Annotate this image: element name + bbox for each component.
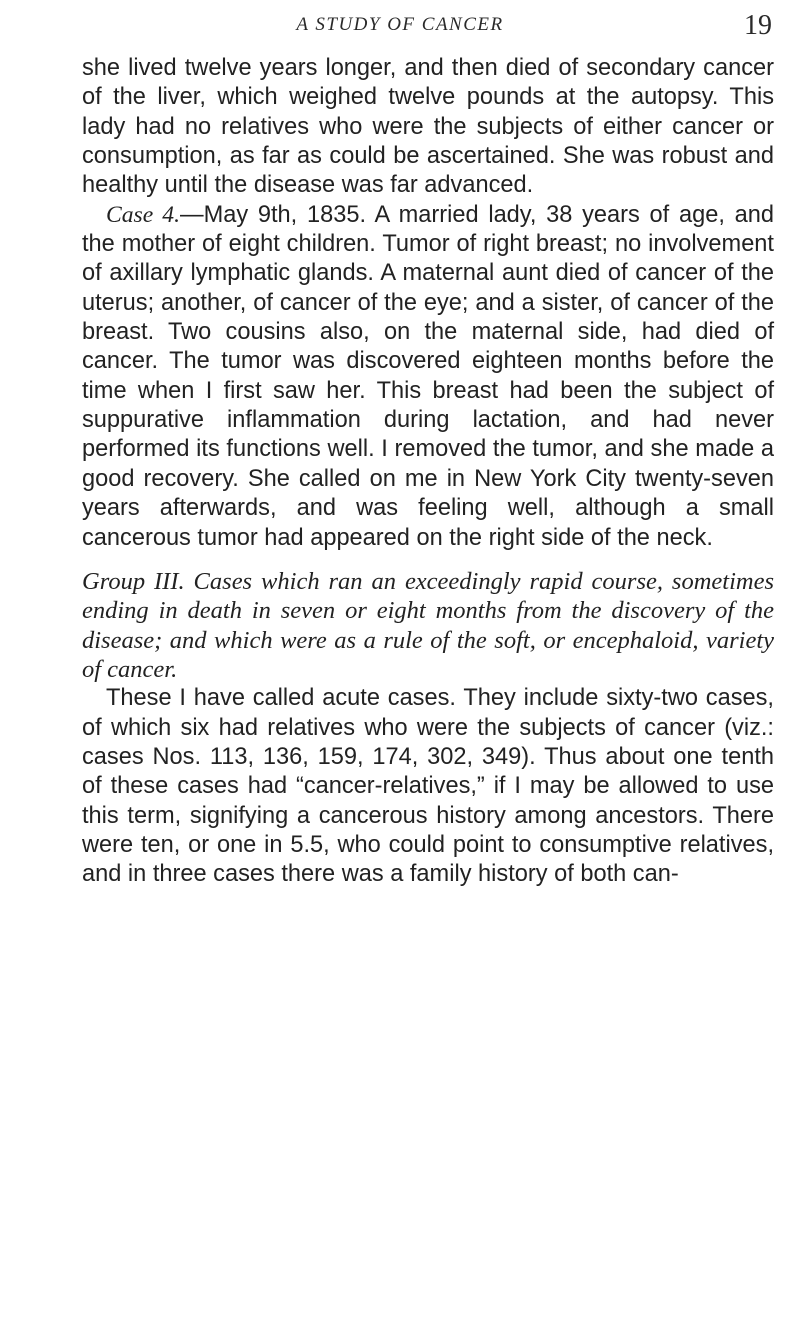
case-label: Case 4.	[106, 201, 180, 228]
group-heading: Group III. Cases which ran an exceedingly rapid course, sometimes ending in death in seven or eight months from the discovery of the disease; and which were as a rule of the soft, or encephaloid, variety of cancer.	[82, 567, 774, 683]
case-4-text: —May 9th, 1835. A married lady, 38 years of age, and the mother of eight children. Tumor of right breast; no involvement of axillary lymphatic glands. A maternal aunt died of cancer of the uterus; another, of cancer of the eye; and a sister, of cancer of the breast. Two cousins also, on the maternal side, had died of cancer. The tumor was discovered eighteen months before the time when I first saw her. This breast had been the subject of suppurative inflammation during lactation, and had never performed its functions well. I removed the tumor, and she made a good recovery. She called on me in New York City twenty-seven years afterwards, and was feeling well, although a small cancerous tumor had appeared on the right side of the neck.	[82, 201, 774, 551]
paragraph-case-4	[82, 201, 774, 553]
running-head	[0, 10, 800, 46]
running-title: A STUDY OF CANCER	[296, 14, 504, 35]
body-text	[82, 54, 774, 890]
paragraph-continuation: she lived twelve years longer, and then died of secondary cancer of the liver, which weighed twelve pounds at the autopsy. This lady had no relatives who were the subjects of either cancer or consumption, as far as could be ascertained. She was robust and healthy until the disease was far advanced.	[82, 55, 774, 199]
paragraph-acute-cases: These I have called acute cases. They include sixty-two cases, of which six had relatives who were the subjects of cancer (viz.: cases Nos. 113, 136, 159, 174, 302, 349). Thus about one tenth of these cases had “cancer-relatives,” if I may be allowed to use this term, signifying a cancerous history among ancestors. There were ten, or one in 5.5, who could point to consumptive relatives, and in three cases there was a family history of both can-	[82, 685, 774, 888]
page-number: 19	[744, 10, 772, 41]
